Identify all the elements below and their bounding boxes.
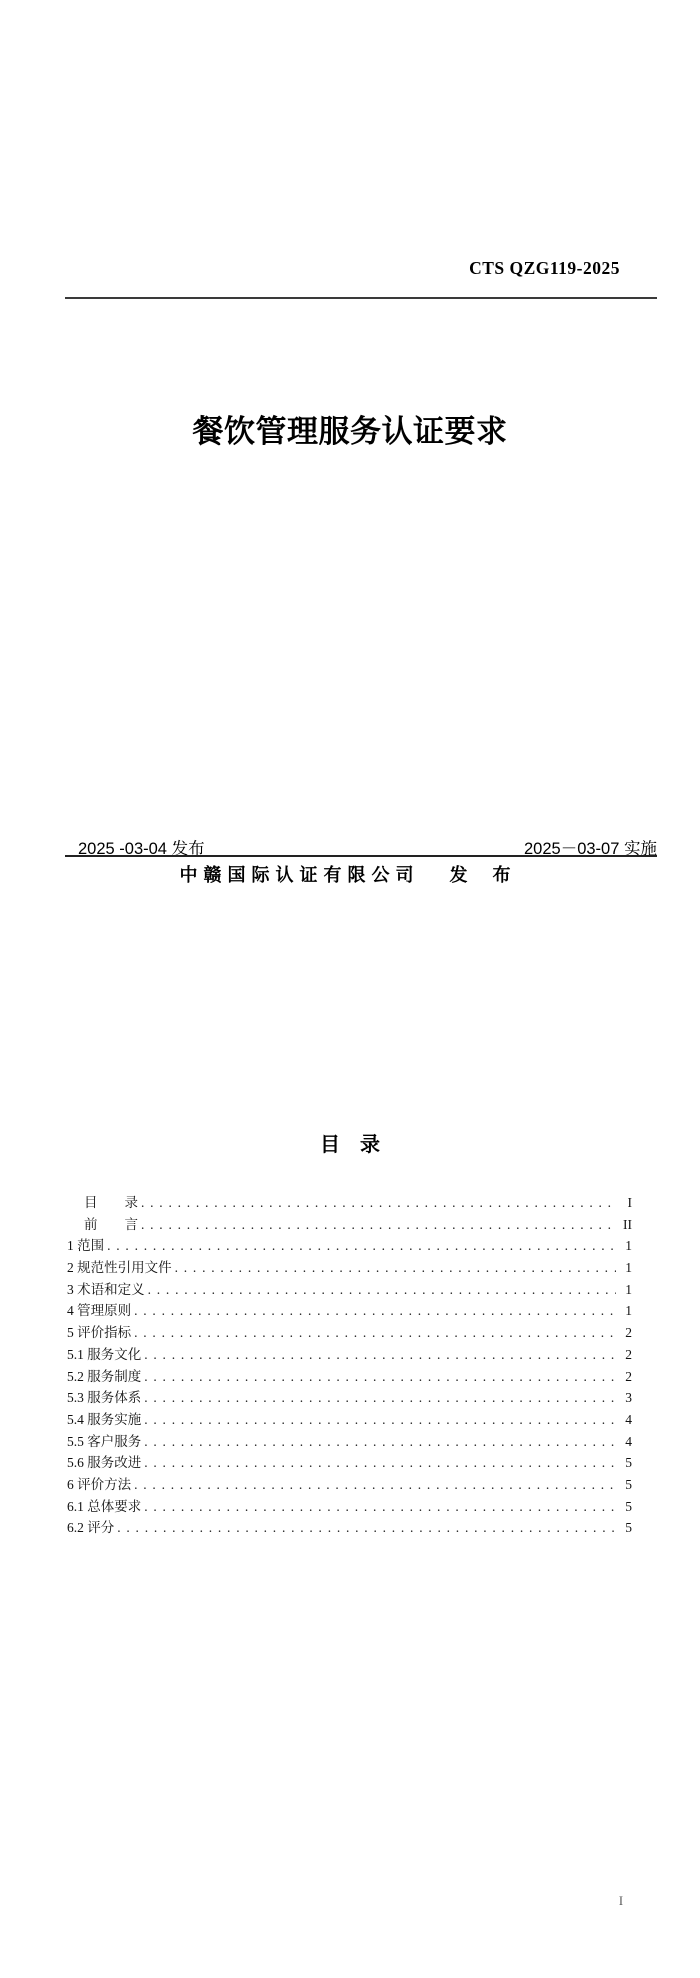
toc-entry [67, 1516, 632, 1538]
toc-list [67, 1191, 632, 1538]
toc-dot-leader [141, 1195, 616, 1211]
toc-entry-page-number: 2 [625, 1368, 632, 1384]
toc-dot-leader [134, 1303, 616, 1319]
toc-entry-page-number: II [623, 1216, 632, 1232]
toc-entry [67, 1451, 632, 1473]
publish-date: 2025 -03-04 发布 [78, 840, 205, 858]
toc-entry-page-number: 2 [625, 1346, 632, 1362]
toc-entry-page-number: 2 [625, 1325, 632, 1341]
toc-entry-page-number: 3 [625, 1390, 632, 1406]
toc-dot-leader [144, 1434, 616, 1450]
toc-entry-label: 5 评价指标 [67, 1325, 132, 1341]
toc-entry-page-number: I [627, 1195, 632, 1210]
toc-heading: 目 录 [320, 1134, 380, 1156]
toc-dot-leader [134, 1477, 616, 1493]
toc-dot-leader [144, 1412, 616, 1428]
toc-dot-leader [144, 1499, 616, 1515]
toc-entry-label: 2 规范性引用文件 [67, 1260, 172, 1276]
toc-entry [67, 1278, 632, 1300]
toc-entry [67, 1365, 632, 1387]
toc-entry-label: 3 术语和定义 [67, 1281, 145, 1297]
toc-entry-page-number: 5 [625, 1498, 632, 1514]
toc-dot-leader [144, 1390, 616, 1406]
document-title: 餐饮管理服务认证要求 [192, 414, 508, 449]
toc-entry-label: 5.2 服务制度 [67, 1368, 142, 1384]
toc-entry-label: 5.6 服务改进 [67, 1455, 142, 1471]
toc-entry-page-number: 5 [625, 1520, 632, 1536]
toc-entry [67, 1430, 632, 1452]
toc-entry-page-number: 5 [625, 1455, 632, 1471]
toc-dot-leader [148, 1282, 616, 1298]
toc-entry [67, 1408, 632, 1430]
toc-dot-leader [144, 1347, 616, 1363]
toc-entry-label: 前 言 [84, 1216, 138, 1232]
toc-entry-label: 6.1 总体要求 [67, 1498, 142, 1514]
toc-entry-label: 1 范围 [67, 1238, 105, 1254]
toc-entry [67, 1321, 632, 1343]
toc-entry-page-number: 1 [625, 1238, 632, 1254]
toc-dot-leader [117, 1520, 616, 1536]
toc-entry-label: 4 管理原则 [67, 1303, 132, 1319]
toc-entry [67, 1299, 632, 1321]
toc-entry-label: 5.3 服务体系 [67, 1390, 142, 1406]
issuer-company: 中赣国际认证有限公司 [179, 865, 420, 885]
toc-entry [67, 1191, 632, 1213]
toc-entry-label: 5.4 服务实施 [67, 1411, 142, 1427]
standard-code: CTS QZG119-2025 [469, 258, 620, 278]
footer-page-number: I [618, 1894, 623, 1908]
toc-entry-page-number: 4 [625, 1433, 632, 1449]
toc-dot-leader [144, 1455, 616, 1471]
toc-entry-label: 目 录 [84, 1195, 138, 1210]
toc-entry-page-number: 1 [625, 1260, 632, 1276]
toc-entry-page-number: 1 [625, 1281, 632, 1297]
toc-entry [67, 1473, 632, 1495]
date-rule [65, 855, 657, 857]
toc-entry [67, 1234, 632, 1256]
toc-dot-leader [141, 1217, 616, 1233]
toc-entry-label: 5.1 服务文化 [67, 1346, 142, 1362]
toc-dot-leader [144, 1369, 616, 1385]
toc-dot-leader [175, 1260, 616, 1276]
toc-entry [67, 1343, 632, 1365]
toc-entry [67, 1386, 632, 1408]
implement-date: 2025－03-07 实施 [524, 840, 657, 858]
issuer-action: 发 布 [449, 865, 521, 885]
toc-dot-leader [107, 1238, 616, 1254]
toc-entry [67, 1256, 632, 1278]
toc-entry [67, 1495, 632, 1517]
toc-entry-label: 6.2 评分 [67, 1520, 115, 1536]
toc-entry-page-number: 4 [625, 1411, 632, 1427]
toc-entry-label: 6 评价方法 [67, 1476, 132, 1492]
toc-entry [67, 1213, 632, 1235]
issuer-row [0, 861, 700, 887]
toc-entry-label: 5.5 客户服务 [67, 1433, 142, 1449]
toc-entry-page-number: 5 [625, 1476, 632, 1492]
toc-entry-page-number: 1 [625, 1303, 632, 1319]
header-rule [65, 297, 657, 299]
toc-dot-leader [134, 1325, 616, 1341]
